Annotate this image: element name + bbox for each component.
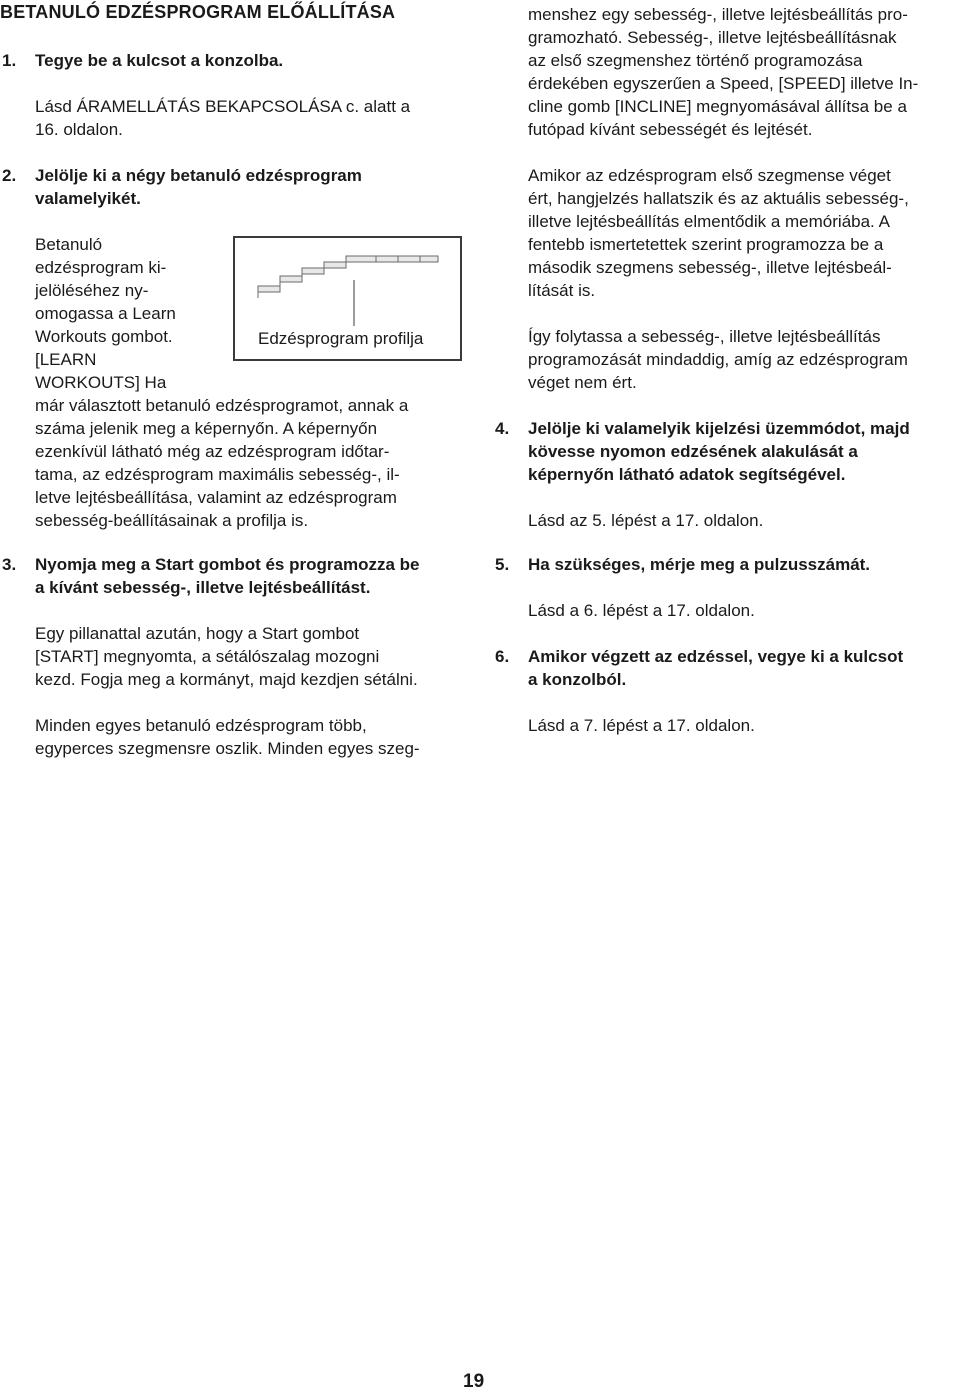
step-2-body-line: letve lejtésbeállítása, valamint az edzésprogram	[35, 488, 397, 507]
step-1-body-line: 16. oldalon.	[35, 120, 123, 139]
step-4-title-line: kövesse nyomon edzésének alakulását a	[528, 442, 858, 461]
step-2-body-line: sebesség-beállításainak a profilja is.	[35, 511, 309, 530]
step-2-body-line: száma jelenik meg a képernyőn. A képernyőn	[35, 419, 378, 438]
step-6-number: 6.	[495, 647, 510, 666]
right-para1-line: érdekében egyszerűen a Speed, [SPEED] illetve In-	[528, 74, 919, 93]
right-para1-line: menshez egy sebesség-, illetve lejtésbeállítás pro-	[528, 5, 908, 24]
step-3-para1-line: Egy pillanattal azután, hogy a Start gombot	[35, 624, 360, 643]
step-1-title: Tegye be a kulcsot a konzolba.	[35, 51, 284, 70]
page-number: 19	[463, 1371, 485, 1392]
step-5-title: Ha szükséges, mérje meg a pulzusszámát.	[528, 555, 871, 574]
step-5-body: Lásd a 6. lépést a 17. oldalon.	[528, 601, 755, 620]
step-2-number: 2.	[2, 166, 17, 185]
right-para2-line: ért, hangjelzés hallatszik és az aktuális sebesség-,	[528, 189, 909, 208]
step-6-body: Lásd a 7. lépést a 17. oldalon.	[528, 716, 755, 735]
step-3-title-line: a kívánt sebesség-, illetve lejtésbeállítást.	[35, 578, 371, 597]
right-para1-line: futópad kívánt sebességét és lejtését.	[528, 120, 813, 139]
step-3-para1-line: [START] megnyomta, a sétálószalag mozogni	[35, 647, 380, 666]
step-2-body-line: tama, az edzésprogram maximális sebesség-, il-	[35, 465, 400, 484]
step-2-side-line: edzésprogram ki-	[35, 258, 167, 277]
step-3-para1-line: kezd. Fogja meg a kormányt, majd kezdjen sétálni.	[35, 670, 418, 689]
step-2-body-line: már választott betanuló edzésprogramot, annak a	[35, 396, 409, 415]
step-2-side-line: [LEARN	[35, 350, 97, 369]
step-2-title-line: valamelyikét.	[35, 189, 141, 208]
step-3-para2-line: egyperces szegmensre oszlik. Minden egyes szeg-	[35, 739, 420, 758]
step-5-number: 5.	[495, 555, 510, 574]
step-6-title-line: Amikor végzett az edzéssel, vegye ki a kulcsot	[528, 647, 904, 666]
step-2-title-line: Jelölje ki a négy betanuló edzésprogram	[35, 166, 362, 185]
step-6-title-line: a konzolból.	[528, 670, 627, 689]
step-4-title-line: képernyőn látható adatok segítségével.	[528, 465, 846, 484]
step-2-side-line: Workouts gombot.	[35, 327, 173, 346]
step-3-title-line: Nyomja meg a Start gombot és programozza be	[35, 555, 420, 574]
step-1-body-line: Lásd ÁRAMELLÁTÁS BEKAPCSOLÁSA c. alatt a	[35, 97, 411, 116]
right-para2-line: fentebb ismertetettek szerint programozza be a	[528, 235, 884, 254]
right-para1-line: gramozható. Sebesség-, illetve lejtésbeállításnak	[528, 28, 897, 47]
step-4-title-line: Jelölje ki valamelyik kijelzési üzemmódot, majd	[528, 419, 910, 438]
page-heading: BETANULÓ EDZÉSPROGRAM ELŐÁLLÍTÁSA	[0, 2, 396, 22]
step-4-body: Lásd az 5. lépést a 17. oldalon.	[528, 511, 764, 530]
step-2-body-line: ezenkívül látható még az edzésprogram időtar-	[35, 442, 390, 461]
step-2-side-line: WORKOUTS] Ha	[35, 373, 167, 392]
step-3-number: 3.	[2, 555, 17, 574]
workout-profile-diagram	[233, 236, 462, 361]
right-para3-line: véget nem ért.	[528, 373, 637, 392]
right-para3-line: programozását mindaddig, amíg az edzésprogram	[528, 350, 908, 369]
right-para1-line: az első szegmenshez történő programozása	[528, 51, 863, 70]
step-2-side-line: omogassa a Learn	[35, 304, 176, 323]
right-para2-line: lítását is.	[528, 281, 596, 300]
step-3-para2-line: Minden egyes betanuló edzésprogram több,	[35, 716, 367, 735]
step-4-number: 4.	[495, 419, 510, 438]
diagram-label: Edzésprogram profilja	[258, 329, 424, 348]
right-para2-line: Amikor az edzésprogram első szegmense véget	[528, 166, 891, 185]
right-para1-line: cline gomb [INCLINE] megnyomásával állítsa be a	[528, 97, 907, 116]
step-1-number: 1.	[2, 51, 17, 70]
right-para3-line: Így folytassa a sebesség-, illetve lejtésbeállítás	[528, 327, 881, 346]
step-2-side-line: jelöléséhez ny-	[35, 281, 149, 300]
step-2-side-line: Betanuló	[35, 235, 103, 254]
right-para2-line: második szegmens sebesség-, illetve lejtésbeál-	[528, 258, 892, 277]
right-para2-line: illetve lejtésbeállítás elmentődik a memóriába. A	[528, 212, 890, 231]
